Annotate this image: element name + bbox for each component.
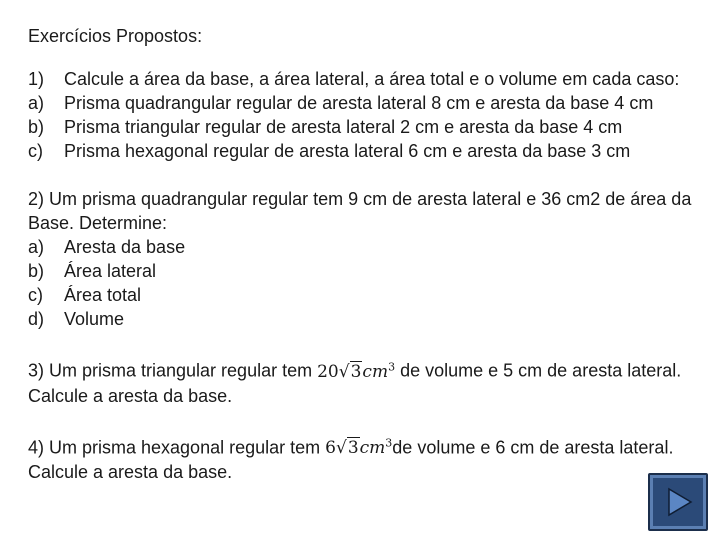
next-slide-button[interactable] bbox=[648, 473, 708, 531]
list-item bbox=[28, 235, 708, 259]
slide-content bbox=[28, 24, 708, 484]
formula-exponent: 3 bbox=[388, 360, 396, 373]
question-1 bbox=[28, 67, 708, 91]
question-text: Calcule a aresta da base. bbox=[28, 385, 233, 406]
list-item bbox=[28, 91, 708, 115]
volume-formula: $6√3cm^3$ bbox=[325, 436, 393, 459]
question-text: de volume e 5 cm de aresta lateral. bbox=[400, 360, 682, 381]
question-4 bbox=[28, 432, 708, 485]
item-text: Área total bbox=[64, 285, 142, 305]
formula-radicand: 3 bbox=[347, 438, 359, 459]
question-text: 3) Um prisma triangular regular tem bbox=[28, 360, 313, 381]
item-text: Prisma triangular regular de aresta lateral 2 cm e aresta da base 4 cm bbox=[64, 117, 623, 137]
formula-unit: cm bbox=[359, 438, 386, 459]
item-marker: c) bbox=[28, 285, 43, 305]
question-3 bbox=[28, 355, 708, 408]
question-text: Calcule a área da base, a área lateral, a área total e o volume em cada caso: bbox=[64, 69, 680, 89]
list-item bbox=[28, 283, 708, 307]
question-text: 4) Um prisma hexagonal regular tem bbox=[28, 437, 321, 458]
question-text: 2) Um prisma quadrangular regular tem 9 cm de aresta lateral e 36 cm2 de área da bbox=[28, 189, 692, 209]
volume-formula: $20√3cm^3$ bbox=[317, 360, 396, 382]
item-marker: b) bbox=[28, 261, 45, 281]
item-text: Prisma hexagonal regular de aresta lateral 6 cm e aresta da base 3 cm bbox=[64, 141, 631, 161]
play-next-icon bbox=[660, 484, 696, 520]
item-text: Aresta da base bbox=[64, 237, 186, 257]
item-text: Prisma quadrangular regular de aresta lateral 8 cm e aresta da base 4 cm bbox=[64, 93, 654, 113]
item-marker: a) bbox=[28, 93, 45, 113]
formula-exponent: 3 bbox=[385, 436, 393, 450]
question-number: 1) bbox=[28, 69, 45, 89]
formula-radicand: 3 bbox=[350, 361, 362, 382]
list-item bbox=[28, 259, 708, 283]
question-text: Calcule a aresta da base. bbox=[28, 462, 233, 483]
formula-unit: cm bbox=[362, 361, 389, 382]
list-item bbox=[28, 307, 708, 331]
question-2 bbox=[28, 187, 708, 235]
item-text: Área lateral bbox=[64, 261, 157, 281]
item-marker: a) bbox=[28, 237, 45, 257]
formula-coefficient: 6 bbox=[325, 438, 336, 459]
question-text: de volume e 6 cm de aresta lateral. bbox=[392, 437, 674, 458]
item-marker: c) bbox=[28, 141, 43, 161]
list-item bbox=[28, 115, 708, 139]
list-item bbox=[28, 139, 708, 163]
item-text: Volume bbox=[64, 309, 125, 329]
formula-coefficient: 20 bbox=[317, 361, 339, 382]
item-marker: b) bbox=[28, 117, 45, 137]
page-title: Exercícios Propostos: bbox=[28, 26, 203, 46]
item-marker: d) bbox=[28, 309, 45, 329]
question-text: Base. Determine: bbox=[28, 213, 168, 233]
